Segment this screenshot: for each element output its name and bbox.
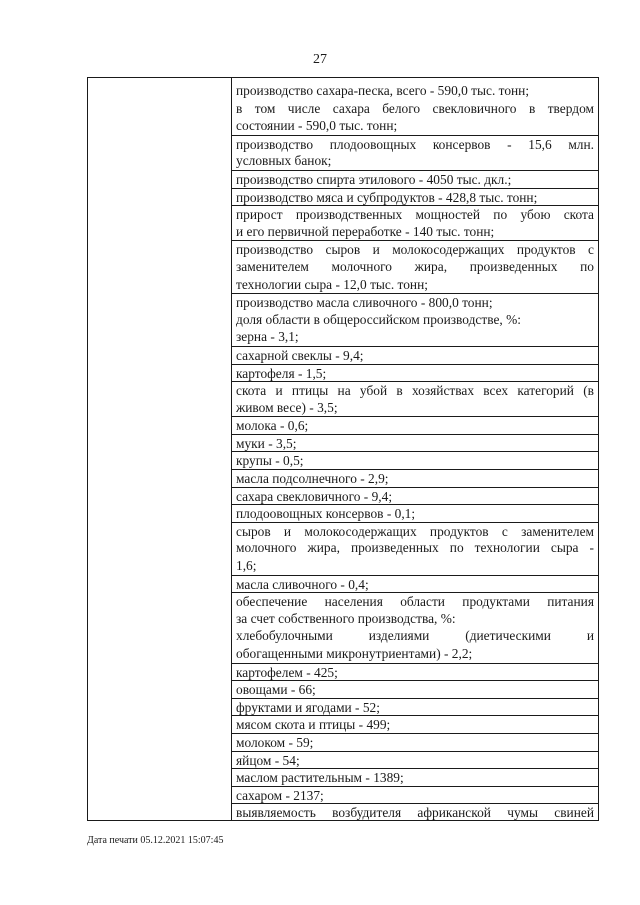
table-line: молоком - 59; [232, 733, 598, 751]
table-line: маслом растительным - 1389; [232, 768, 598, 786]
table-line: обеспечение населения области продуктами питания [232, 592, 598, 610]
table-line: плодоовощных консервов - 0,1; [232, 504, 598, 522]
page-number: 27 [313, 52, 327, 67]
table-line: 1,6; [236, 558, 257, 574]
table-line: молока - 0,6; [232, 416, 598, 434]
table-line: яйцом - 54; [232, 751, 598, 769]
table-line: сахара свекловичного - 9,4; [232, 487, 598, 505]
table-line: муки - 3,5; [232, 434, 598, 452]
table-line: технологии сыра - 12,0 тыс. тонн; [236, 276, 428, 292]
table-line: прирост производственных мощностей по убою скота [232, 205, 598, 223]
table-line: и его первичной переработке - 140 тыс. тонн; [236, 223, 495, 239]
table-line: сахаром - 2137; [232, 786, 598, 804]
table-line: производство масла сливочного - 800,0 тонн; [232, 293, 598, 311]
table-line: масла подсолнечного - 2,9; [232, 469, 598, 487]
table-line: фруктами и ягодами - 52; [232, 698, 598, 716]
content-table [87, 77, 599, 821]
table-line: условных банок; [236, 153, 332, 169]
table-line: молочного жира, произведенных по технологии сыра - [236, 540, 594, 556]
table-line: крупы - 0,5; [232, 451, 598, 469]
table-line: масла сливочного - 0,4; [232, 575, 598, 593]
table-line: скота и птицы на убой в хозяйствах всех категорий (в [232, 381, 598, 399]
table-line: доля области в общероссийском производстве, %: [236, 311, 521, 327]
print-date-footer: Дата печати 05.12.2021 15:07:45 [87, 835, 224, 846]
table-line: зерна - 3,1; [236, 329, 299, 345]
table-line: производство сахара-песка, всего - 590,0 тыс. тонн; [236, 83, 530, 98]
table-line: картофеля - 1,5; [232, 364, 598, 382]
table-line: за счет собственного производства, %: [236, 610, 456, 626]
table-line: картофелем - 425; [232, 663, 598, 681]
table-line: хлебобулочными изделиями (диетическими и [236, 628, 594, 644]
table-line: состоянии - 590,0 тыс. тонн; [236, 118, 398, 134]
table-line: сыров и молокосодержащих продуктов с заменителем [232, 522, 598, 540]
table-line: живом весе) - 3,5; [236, 399, 338, 415]
table-line: заменителем молочного жира, произведенных по [236, 258, 594, 274]
right-column [232, 78, 598, 820]
table-line: в том числе сахара белого свекловичного в твердом [236, 100, 594, 116]
table-line: производство плодоовощных консервов - 15,6 млн. [232, 135, 598, 153]
table-line: выявляемость возбудителя африканской чумы свиней [232, 803, 598, 820]
table-line: обогащенными микронутриентами) - 2,2; [236, 646, 473, 661]
table-line: сахарной свеклы - 9,4; [232, 346, 598, 364]
table-line: производство спирта этилового - 4050 тыс. дкл.; [232, 170, 598, 188]
table-line: овощами - 66; [232, 680, 598, 698]
table-line: мясом скота и птицы - 499; [232, 715, 598, 733]
table-line: производство сыров и молокосодержащих продуктов с [232, 240, 598, 258]
table-line: производство мяса и субпродуктов - 428,8 тыс. тонн; [232, 188, 598, 206]
